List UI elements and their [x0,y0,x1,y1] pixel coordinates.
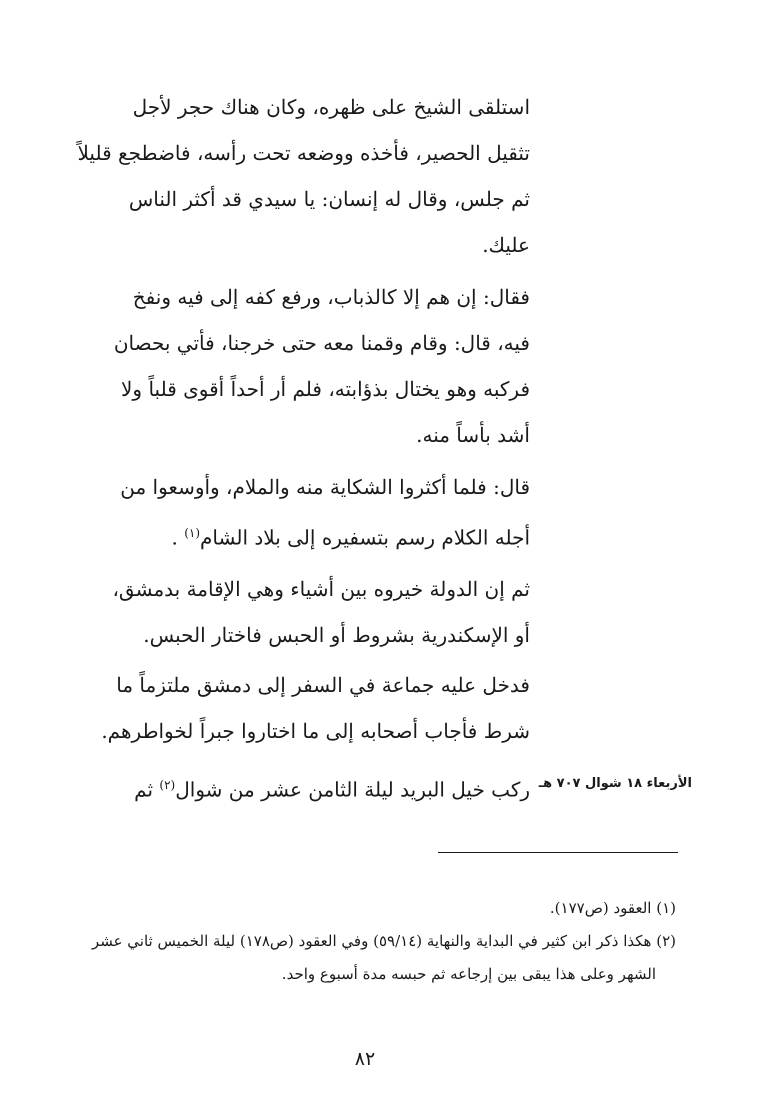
paragraph-line: ثم إن الدولة خيروه بين أشياء وهي الإقامة بدمشق، [112,577,530,601]
paragraph-line: تثقيل الحصير، فأخذه ووضعه تحت رأسه، فاضطجع قليلاً [77,141,530,165]
paragraph-5 [70,662,530,754]
margin-date-note: الأربعاء ١٨ شوال ٧٠٧ هـ [538,776,692,791]
footnote-ref-1[interactable]: (١) [184,526,201,540]
paragraph-line: أو الإسكندرية بشروط أو الحبس فاختار الحبس. [143,623,530,647]
paragraph-3 [70,464,530,561]
paragraph-line [70,510,530,561]
paragraph-6 [70,762,530,813]
paragraph-line: قال: فلما أكثروا الشكاية منه والملام، وأوسعوا من [120,475,530,499]
paragraph-1 [70,84,530,268]
footnotes [36,892,676,991]
paragraph-line: فركبه وهو يختال بذؤابته، فلم أر أحداً أقوى قلباً ولا [121,377,530,401]
footnote-1: (١) العقود (ص١٧٧). [549,899,676,917]
footnote-2: (٢) هكذا ذكر ابن كثير في البداية والنهاية (٥٩/١٤) وفي العقود (ص١٧٨) ليلة الخميس ثاني عشر [91,932,676,950]
paragraph-line: استلقى الشيخ على ظهره، وكان هناك حجر لأجل [132,95,530,119]
paragraph-line-text: أجله الكلام رسم بتسفيره إلى بلاد الشام [200,525,530,550]
footnote-2-continued: الشهر وعلى هذا يبقى بين إرجاعه ثم حبسه مدة أسبوع واحد. [281,965,656,983]
paragraph-line: فيه، قال: وقام وقمنا معه حتى خرجنا، فأتي بحصان [113,331,530,355]
paragraph-line: ثم جلس، وقال له إنسان: يا سيدي قد أكثر الناس [128,187,530,211]
footnote-separator [438,852,678,853]
paragraph-line-end: . [171,525,185,550]
paragraph-line: شرط فأجاب أصحابه إلى ما اختاروا جبراً لخواطرهم. [101,719,530,743]
paragraph-line-end: ثم [134,777,160,802]
paragraph-line-text: ركب خيل البريد ليلة الثامن عشر من شوال [175,777,530,802]
paragraph-line: عليك. [482,233,530,257]
paragraph-line: أشد بأساً منه. [416,423,530,447]
paragraph-line: فدخل عليه جماعة في السفر إلى دمشق ملتزماً ما [116,673,530,697]
footnote-ref-2[interactable]: (٢) [159,778,176,792]
page-number: ٨٢ [354,1048,376,1070]
paragraph-line: فقال: إن هم إلا كالذباب، ورفع كفه إلى فيه ونفخ [132,285,530,309]
paragraph-4 [70,566,530,658]
paragraph-line [70,762,530,813]
paragraph-2 [70,274,530,458]
